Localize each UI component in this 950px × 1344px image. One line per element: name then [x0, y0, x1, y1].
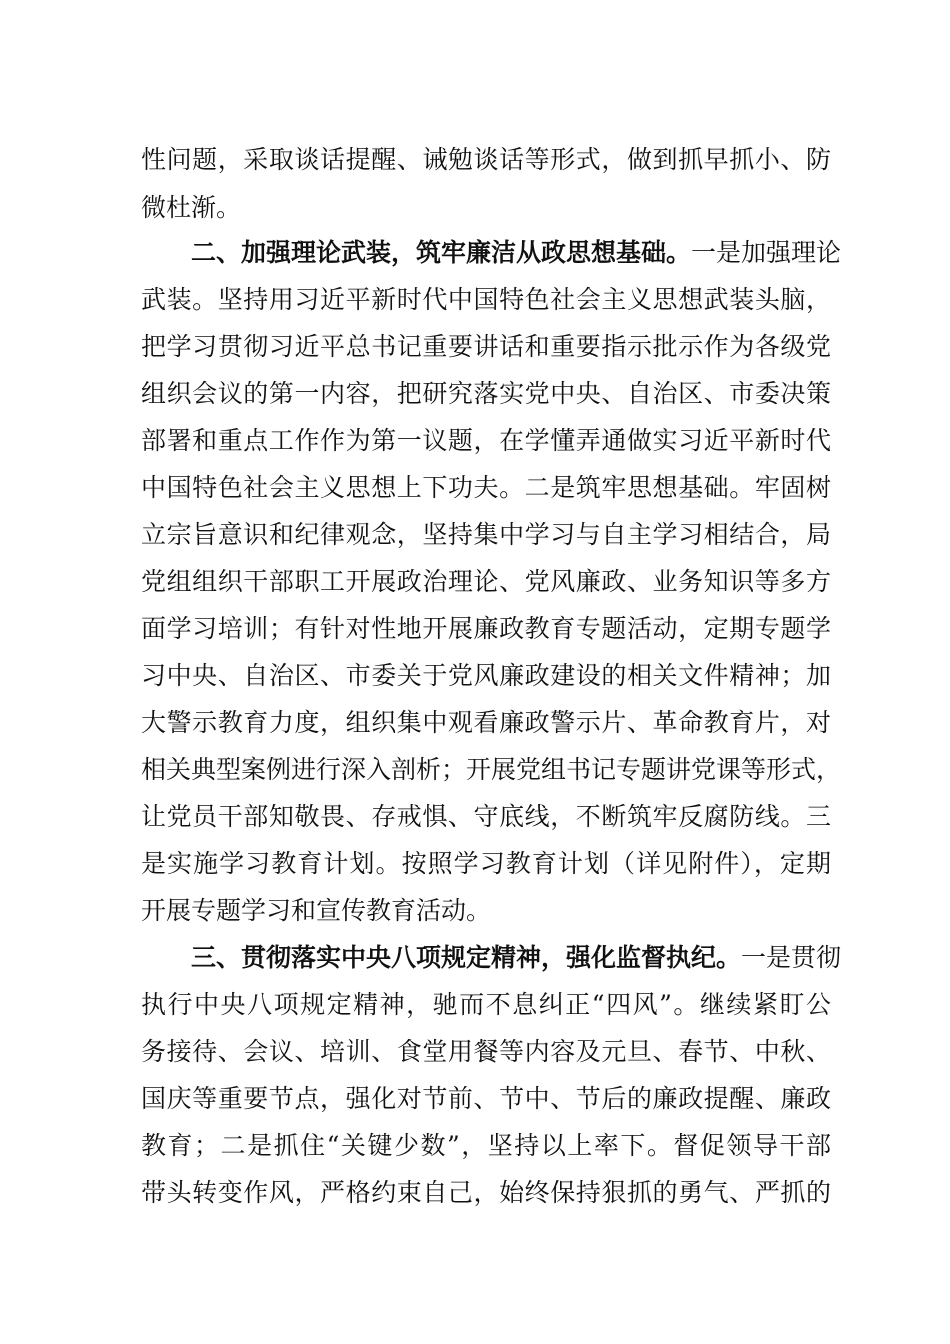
section-two-first-line: [191, 231, 842, 275]
text-line-2: 微杜渐。: [141, 193, 242, 222]
text-line-16: 是实施学习教育计划。按照学习教育计划（详见附件），定期: [141, 849, 831, 878]
text-line-20: 务接待、会议、培训、食堂用餐等内容及元旦、春节、中秋、: [141, 1037, 831, 1066]
text-line-22: 教育；二是抓住“关键少数”，坚持以上率下。督促领导干部: [141, 1131, 831, 1160]
text-line-1: 性问题，采取谈话提醒、诫勉谈话等形式，做到抓早抓小、防: [141, 145, 831, 174]
section-two-lead-text: 一是加强理论: [691, 238, 842, 267]
section-two-heading: 二、加强理论武装，筑牢廉洁从政思想基础。: [191, 238, 692, 267]
text-line-19: 执行中央八项规定精神，驰而不息纠正“四风”。继续紧盯公: [141, 990, 831, 1019]
text-line-4: 武装。坚持用习近平新时代中国特色社会主义思想武装头脑，: [141, 285, 831, 314]
text-line-6: 组织会议的第一内容，把研究落实党中央、自治区、市委决策: [141, 379, 831, 408]
section-three-first-line: [191, 936, 842, 980]
section-three-heading: 三、贯彻落实中央八项规定精神，强化监督执纪。: [191, 943, 742, 972]
text-line-11: 面学习培训；有针对性地开展廉政教育专题活动，定期专题学: [141, 614, 831, 643]
text-line-10: 党组组织干部职工开展政治理论、党风廉政、业务知识等多方: [141, 567, 831, 596]
section-three-lead-text: 一是贯彻: [741, 943, 842, 972]
text-line-13: 大警示教育力度，组织集中观看廉政警示片、革命教育片，对: [141, 708, 831, 737]
text-line-8: 中国特色社会主义思想上下功夫。二是筑牢思想基础。牢固树: [141, 473, 831, 502]
text-line-7: 部署和重点工作作为第一议题，在学懂弄通做实习近平新时代: [141, 426, 831, 455]
text-line-15: 让党员干部知敬畏、存戒惧、守底线，不断筑牢反腐防线。三: [141, 802, 831, 831]
text-line-5: 把学习贯彻习近平总书记重要讲话和重要指示批示作为各级党: [141, 332, 831, 361]
text-line-21: 国庆等重要节点，强化对节前、节中、节后的廉政提醒、廉政: [141, 1084, 831, 1113]
text-line-14: 相关典型案例进行深入剖析；开展党组书记专题讲党课等形式，: [141, 755, 842, 784]
text-line-12: 习中央、自治区、市委关于党风廉政建设的相关文件精神；加: [141, 661, 831, 690]
text-line-23: 带头转变作风，严格约束自己，始终保持狠抓的勇气、严抓的: [141, 1178, 831, 1207]
text-line-9: 立宗旨意识和纪律观念，坚持集中学习与自主学习相结合，局: [141, 520, 831, 549]
text-line-17: 开展专题学习和宣传教育活动。: [141, 896, 492, 925]
